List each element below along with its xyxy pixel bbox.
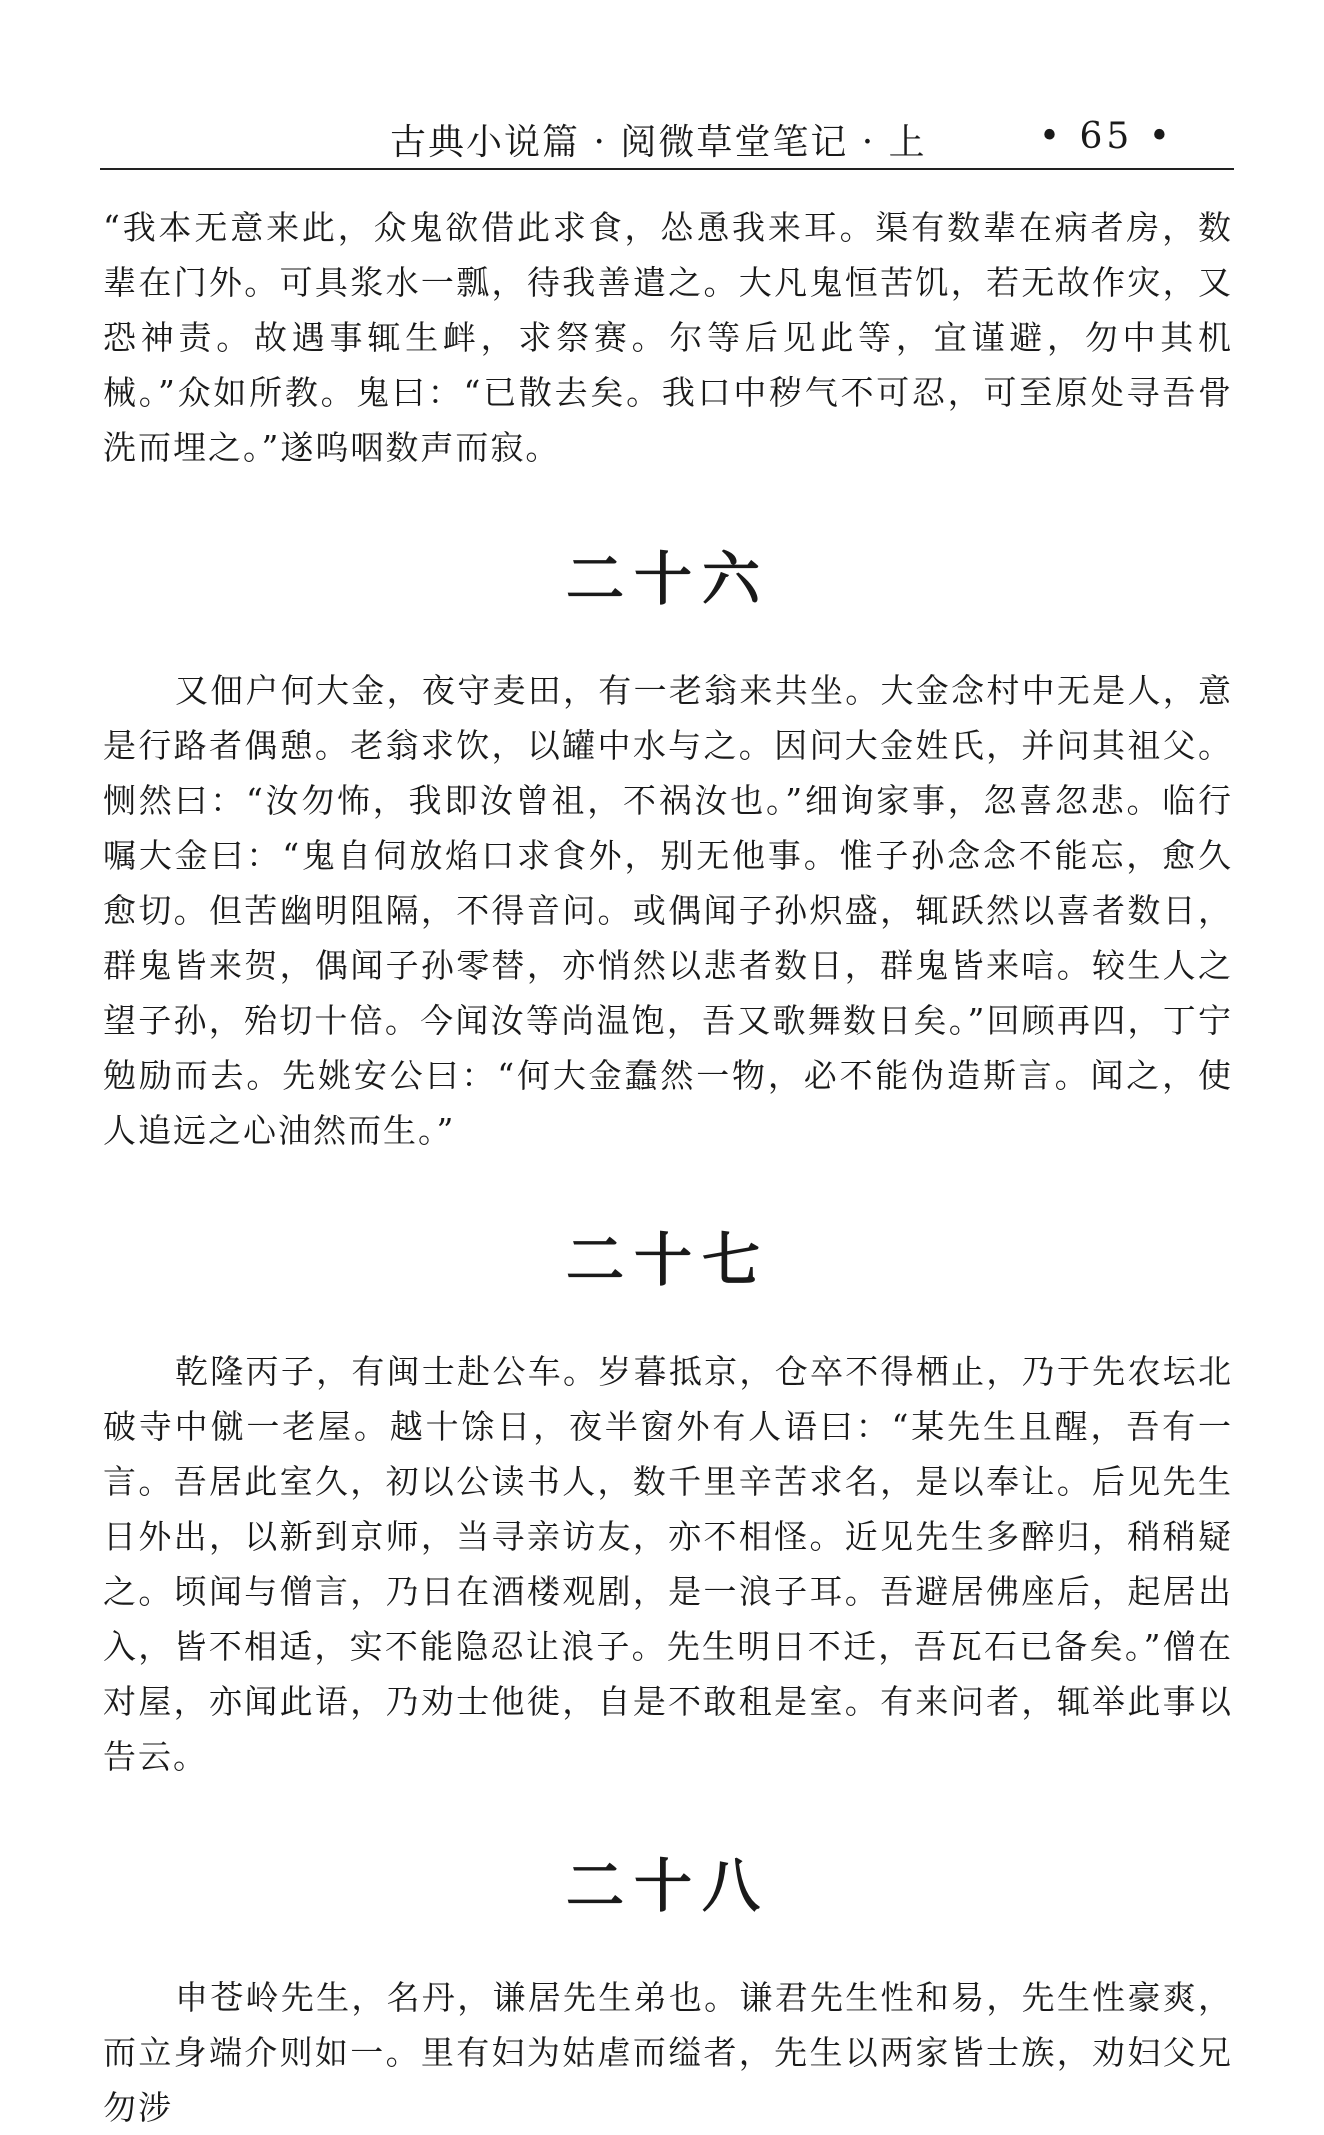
page-body (103, 200, 1233, 2135)
section-title-28: 二十八 (565, 1852, 770, 1920)
section-26-paragraph: 又佃户何大金，夜守麦田，有一老翁来共坐。大金念村中无是人，意是行路者偶憩。老翁求饮，以罐中水与之。因问大金姓氏，并问其祖父。恻然曰：“汝勿怖，我即汝曾祖，不祸汝也。”细询家事，忽喜忽悲。临行嘱大金曰：“鬼自伺放焰口求食外，别无他事。惟子孙念念不能忘，愈久愈切。但苦幽明阻隔，不得音问。或偶闻子孙炽盛，辄跃然以喜者数日，群鬼皆来贺，偶闻子孙零替，亦悄然以悲者数日，群鬼皆来唁。较生人之望子孙，殆切十倍。今闻汝等尚温饱，吾又歌舞数日矣。”回顾再四，丁宁勉励而去。先姚安公曰：“何大金蠢然一物，必不能伪造斯言。闻之，使人追远之心油然而生。” (103, 671, 1233, 1150)
section-28-paragraph: 申苍岭先生，名丹，谦居先生弟也。谦君先生性和易，先生性豪爽，而立身端介则如一。里有妇为姑虐而缢者，先生以两家皆士族，劝妇父兄勿涉 (103, 1978, 1233, 2127)
intro-paragraph: “我本无意来此，众鬼欲借此求食，怂恿我来耳。渠有数辈在病者房，数辈在门外。可具浆水一瓢，待我善遣之。大凡鬼恒苦饥，若无故作灾，又恐神责。故遇事辄生衅，求祭赛。尔等后见此等，宜谨避，勿中其机械。”众如所教。鬼曰：“已散去矣。我口中秽气不可忍，可至原处寻吾骨洗而埋之。”遂呜咽数声而寂。 (103, 208, 1233, 467)
page-header (100, 104, 1234, 170)
page-number: • 65 • (1038, 116, 1174, 157)
section-27-paragraph: 乾隆丙子，有闽士赴公车。岁暮抵京，仓卒不得栖止，乃于先农坛北破寺中僦一老屋。越十馀日，夜半窗外有人语曰：“某先生且醒，吾有一言。吾居此室久，初以公读书人，数千里辛苦求名，是以奉让。后见先生日外出，以新到京师，当寻亲访友，亦不相怪。近见先生多醉归，稍稍疑之。顷闻与僧言，乃日在酒楼观剧，是一浪子耳。吾避居佛座后，起居出入，皆不相适，实不能隐忍让浪子。先生明日不迁，吾瓦石已备矣。”僧在对屋，亦闻此语，乃劝士他徙，自是不敢租是室。有来问者，辄举此事以告云。 (103, 1352, 1233, 1776)
running-title: 古典小说篇 · 阅微草堂笔记 · 上 (390, 122, 927, 163)
section-title-26: 二十六 (565, 545, 770, 613)
section-title-27: 二十七 (565, 1226, 770, 1294)
